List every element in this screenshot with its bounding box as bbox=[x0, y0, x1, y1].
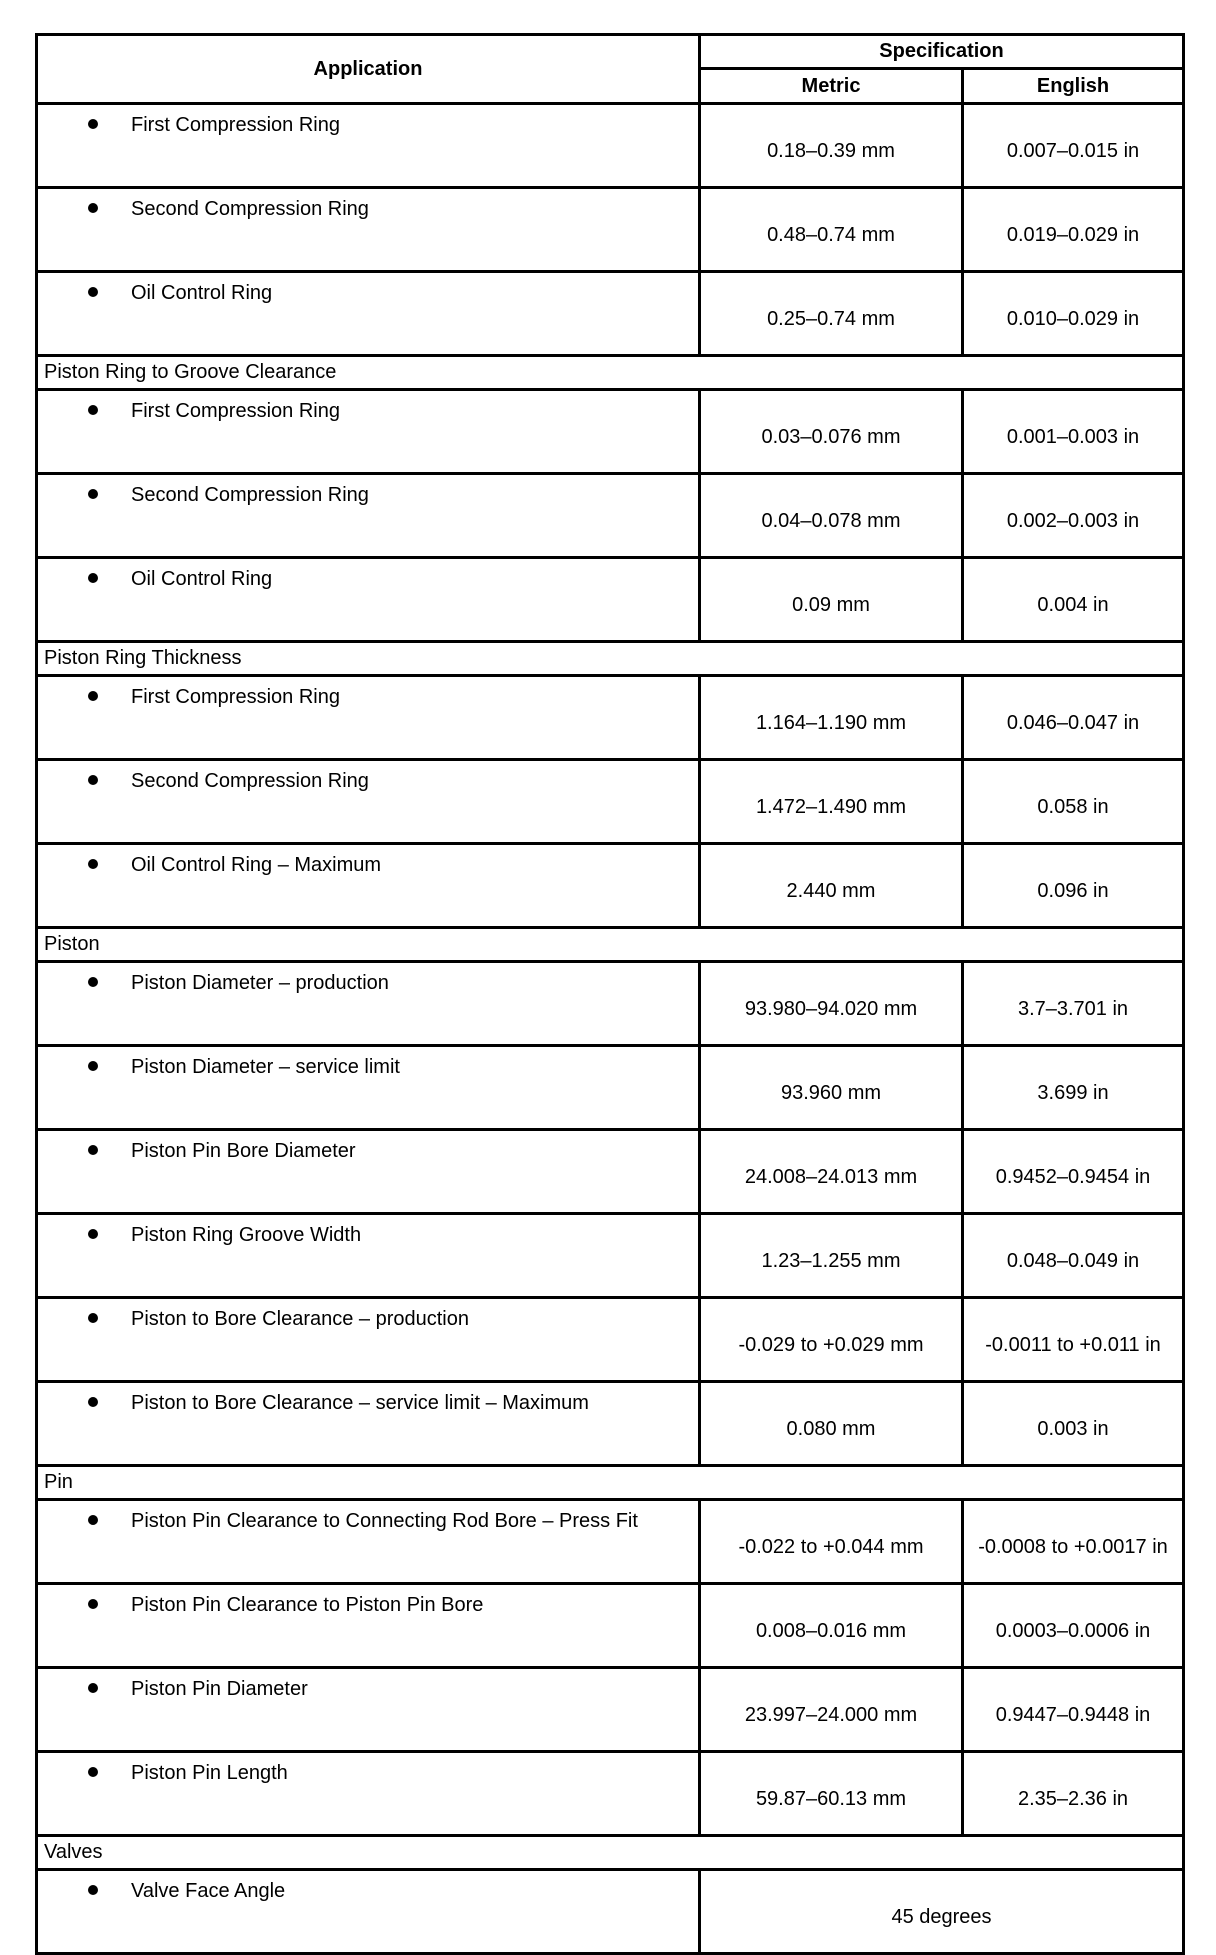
application-cell bbox=[37, 474, 700, 558]
metric-value: 2.440 mm bbox=[700, 844, 963, 928]
application-cell bbox=[37, 1298, 700, 1382]
metric-value: 0.25–0.74 mm bbox=[700, 272, 963, 356]
section-row bbox=[37, 1466, 1184, 1500]
application-label: Piston Diameter – service limit bbox=[131, 1056, 400, 1078]
bullet-icon bbox=[88, 573, 98, 583]
spec-table bbox=[35, 33, 1185, 1955]
header-specification: Specification bbox=[700, 35, 1184, 69]
table-row bbox=[37, 1298, 1184, 1382]
application-cell bbox=[37, 760, 700, 844]
header-metric: Metric bbox=[700, 69, 963, 104]
section-row bbox=[37, 928, 1184, 962]
english-value: 0.003 in bbox=[963, 1382, 1184, 1466]
application-cell bbox=[37, 1500, 700, 1584]
english-value: 0.046–0.047 in bbox=[963, 676, 1184, 760]
table-row bbox=[37, 558, 1184, 642]
english-value: 0.004 in bbox=[963, 558, 1184, 642]
metric-value: 0.18–0.39 mm bbox=[700, 104, 963, 188]
english-value: 0.9447–0.9448 in bbox=[963, 1668, 1184, 1752]
bullet-icon bbox=[88, 1229, 98, 1239]
english-value: 0.001–0.003 in bbox=[963, 390, 1184, 474]
metric-value: 93.960 mm bbox=[700, 1046, 963, 1130]
bullet-icon bbox=[88, 1145, 98, 1155]
bullet-icon bbox=[88, 203, 98, 213]
english-value: 0.0003–0.0006 in bbox=[963, 1584, 1184, 1668]
bullet-icon bbox=[88, 775, 98, 785]
table-row bbox=[37, 1382, 1184, 1466]
section-label: Piston Ring to Groove Clearance bbox=[37, 356, 1184, 390]
english-value: 0.007–0.015 in bbox=[963, 104, 1184, 188]
metric-value: 59.87–60.13 mm bbox=[700, 1752, 963, 1836]
metric-value: -0.029 to +0.029 mm bbox=[700, 1298, 963, 1382]
bullet-icon bbox=[88, 1599, 98, 1609]
bullet-icon bbox=[88, 1515, 98, 1525]
application-label: Piston to Bore Clearance – production bbox=[131, 1308, 469, 1330]
metric-value: -0.022 to +0.044 mm bbox=[700, 1500, 963, 1584]
application-cell bbox=[37, 104, 700, 188]
application-cell bbox=[37, 676, 700, 760]
table-row bbox=[37, 272, 1184, 356]
metric-value: 23.997–24.000 mm bbox=[700, 1668, 963, 1752]
table-row bbox=[37, 1214, 1184, 1298]
english-value: 3.7–3.701 in bbox=[963, 962, 1184, 1046]
table-row bbox=[37, 104, 1184, 188]
table-row bbox=[37, 676, 1184, 760]
application-cell bbox=[37, 1752, 700, 1836]
table-row bbox=[37, 760, 1184, 844]
english-value: 0.9452–0.9454 in bbox=[963, 1130, 1184, 1214]
spec-value: 45 degrees bbox=[700, 1870, 1184, 1954]
metric-value: 24.008–24.013 mm bbox=[700, 1130, 963, 1214]
table-row bbox=[37, 844, 1184, 928]
metric-value: 1.164–1.190 mm bbox=[700, 676, 963, 760]
bullet-icon bbox=[88, 977, 98, 987]
metric-value: 0.080 mm bbox=[700, 1382, 963, 1466]
application-cell bbox=[37, 962, 700, 1046]
application-label: Valve Face Angle bbox=[131, 1880, 286, 1902]
application-cell bbox=[37, 1214, 700, 1298]
application-label: First Compression Ring bbox=[131, 686, 340, 708]
application-cell bbox=[37, 1382, 700, 1466]
section-label: Piston bbox=[37, 928, 1184, 962]
section-label: Pin bbox=[37, 1466, 1184, 1500]
bullet-icon bbox=[88, 1885, 98, 1895]
table-row bbox=[37, 1046, 1184, 1130]
header-english: English bbox=[963, 69, 1184, 104]
section-row bbox=[37, 1836, 1184, 1870]
english-value: -0.0011 to +0.011 in bbox=[963, 1298, 1184, 1382]
application-label: Piston Pin Bore Diameter bbox=[131, 1140, 356, 1162]
metric-value: 0.04–0.078 mm bbox=[700, 474, 963, 558]
english-value: 2.35–2.36 in bbox=[963, 1752, 1184, 1836]
table-row bbox=[37, 1584, 1184, 1668]
application-cell bbox=[37, 1668, 700, 1752]
application-cell bbox=[37, 558, 700, 642]
section-label: Valves bbox=[37, 1836, 1184, 1870]
application-label: Piston Pin Length bbox=[131, 1762, 288, 1784]
english-value: 0.058 in bbox=[963, 760, 1184, 844]
application-cell bbox=[37, 1130, 700, 1214]
application-cell bbox=[37, 844, 700, 928]
bullet-icon bbox=[88, 1767, 98, 1777]
english-value: 0.019–0.029 in bbox=[963, 188, 1184, 272]
bullet-icon bbox=[88, 405, 98, 415]
metric-value: 1.23–1.255 mm bbox=[700, 1214, 963, 1298]
english-value: 3.699 in bbox=[963, 1046, 1184, 1130]
application-label: Piston Pin Diameter bbox=[131, 1678, 308, 1700]
bullet-icon bbox=[88, 287, 98, 297]
application-label: Second Compression Ring bbox=[131, 198, 369, 220]
application-label: Oil Control Ring – Maximum bbox=[131, 854, 382, 876]
table-row bbox=[37, 188, 1184, 272]
bullet-icon bbox=[88, 489, 98, 499]
application-label: Second Compression Ring bbox=[131, 484, 369, 506]
english-value: 0.048–0.049 in bbox=[963, 1214, 1184, 1298]
application-label: Oil Control Ring bbox=[131, 568, 273, 590]
application-label: Second Compression Ring bbox=[131, 770, 369, 792]
table-row bbox=[37, 474, 1184, 558]
metric-value: 0.03–0.076 mm bbox=[700, 390, 963, 474]
application-cell bbox=[37, 188, 700, 272]
application-cell bbox=[37, 390, 700, 474]
bullet-icon bbox=[88, 1683, 98, 1693]
table-row bbox=[37, 1668, 1184, 1752]
bullet-icon bbox=[88, 1313, 98, 1323]
table-row bbox=[37, 1870, 1184, 1954]
metric-value: 0.48–0.74 mm bbox=[700, 188, 963, 272]
application-label: Piston to Bore Clearance – service limit – Maximum bbox=[131, 1392, 589, 1414]
application-label: Piston Pin Clearance to Piston Pin Bore bbox=[131, 1594, 484, 1616]
application-label: First Compression Ring bbox=[131, 114, 340, 136]
table-row bbox=[37, 1130, 1184, 1214]
section-label: Piston Ring Thickness bbox=[37, 642, 1184, 676]
table-row bbox=[37, 1752, 1184, 1836]
bullet-icon bbox=[88, 691, 98, 701]
application-cell bbox=[37, 1584, 700, 1668]
metric-value: 1.472–1.490 mm bbox=[700, 760, 963, 844]
section-row bbox=[37, 356, 1184, 390]
application-label: Oil Control Ring bbox=[131, 282, 273, 304]
section-row bbox=[37, 642, 1184, 676]
bullet-icon bbox=[88, 859, 98, 869]
table-row bbox=[37, 962, 1184, 1046]
english-value: 0.010–0.029 in bbox=[963, 272, 1184, 356]
application-cell bbox=[37, 1870, 700, 1954]
bullet-icon bbox=[88, 119, 98, 129]
application-label: Piston Pin Clearance to Connecting Rod Bore – Press Fit bbox=[131, 1510, 638, 1532]
header-application: Application bbox=[37, 35, 700, 104]
table-row bbox=[37, 390, 1184, 474]
application-label: First Compression Ring bbox=[131, 400, 340, 422]
metric-value: 0.008–0.016 mm bbox=[700, 1584, 963, 1668]
bullet-icon bbox=[88, 1397, 98, 1407]
english-value: 0.002–0.003 in bbox=[963, 474, 1184, 558]
application-cell bbox=[37, 272, 700, 356]
metric-value: 0.09 mm bbox=[700, 558, 963, 642]
application-label: Piston Diameter – production bbox=[131, 972, 389, 994]
application-cell bbox=[37, 1046, 700, 1130]
english-value: 0.096 in bbox=[963, 844, 1184, 928]
metric-value: 93.980–94.020 mm bbox=[700, 962, 963, 1046]
english-value: -0.0008 to +0.0017 in bbox=[963, 1500, 1184, 1584]
bullet-icon bbox=[88, 1061, 98, 1071]
application-label: Piston Ring Groove Width bbox=[131, 1224, 362, 1246]
table-row bbox=[37, 1500, 1184, 1584]
